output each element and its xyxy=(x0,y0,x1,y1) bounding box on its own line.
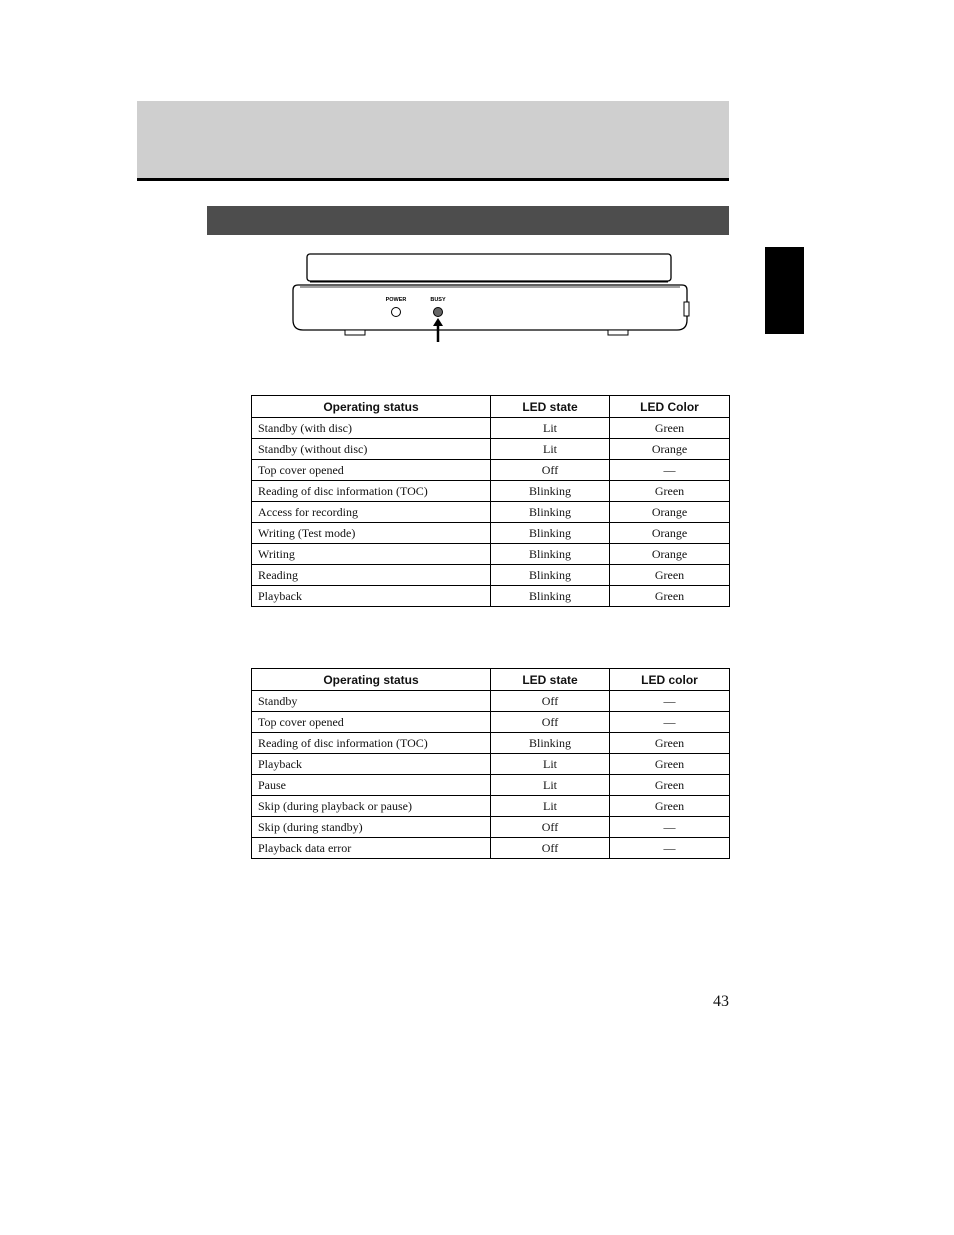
led-color-cell: Green xyxy=(610,733,730,754)
column-header: LED state xyxy=(491,396,610,418)
status-cell: Writing (Test mode) xyxy=(252,523,491,544)
status-cell: Top cover opened xyxy=(252,460,491,481)
table-row xyxy=(252,775,730,796)
led-state-cell: Off xyxy=(491,712,610,733)
led-state-cell: Off xyxy=(491,817,610,838)
table-row xyxy=(252,418,730,439)
led-color-cell: Green xyxy=(610,796,730,817)
drive-front-illustration xyxy=(290,252,690,344)
led-state-cell: Lit xyxy=(491,754,610,775)
led-color-cell: — xyxy=(610,691,730,712)
status-cell: Playback xyxy=(252,754,491,775)
led-color-cell: — xyxy=(610,817,730,838)
table-row xyxy=(252,481,730,502)
table-row xyxy=(252,544,730,565)
led-state-cell: Blinking xyxy=(491,733,610,754)
led-state-cell: Blinking xyxy=(491,565,610,586)
status-cell: Pause xyxy=(252,775,491,796)
table-row xyxy=(252,439,730,460)
table-row xyxy=(252,565,730,586)
section-title-bar xyxy=(207,206,729,235)
status-cell: Playback xyxy=(252,586,491,607)
led-color-cell: Orange xyxy=(610,439,730,460)
status-cell: Standby (without disc) xyxy=(252,439,491,460)
table-row xyxy=(252,691,730,712)
status-cell: Reading of disc information (TOC) xyxy=(252,481,491,502)
power-led-icon xyxy=(392,308,401,317)
chapter-header-band xyxy=(137,101,729,181)
page-number: 43 xyxy=(713,993,729,1010)
column-header: LED Color xyxy=(610,396,730,418)
column-header: Operating status xyxy=(252,669,491,691)
led-color-cell: — xyxy=(610,838,730,859)
led-status-table-1 xyxy=(251,395,730,607)
status-cell: Playback data error xyxy=(252,838,491,859)
led-state-cell: Lit xyxy=(491,418,610,439)
table-row xyxy=(252,460,730,481)
led-color-cell: Orange xyxy=(610,544,730,565)
led-color-cell: Green xyxy=(610,775,730,796)
table-header-row xyxy=(252,669,730,691)
table-row xyxy=(252,754,730,775)
busy-led-icon xyxy=(434,308,443,317)
status-cell: Skip (during playback or pause) xyxy=(252,796,491,817)
led-state-cell: Lit xyxy=(491,439,610,460)
led-color-cell: Green xyxy=(610,481,730,502)
status-cell: Reading of disc information (TOC) xyxy=(252,733,491,754)
table-row xyxy=(252,502,730,523)
status-cell: Skip (during standby) xyxy=(252,817,491,838)
led-state-cell: Off xyxy=(491,691,610,712)
table-row xyxy=(252,733,730,754)
table-row xyxy=(252,796,730,817)
led-color-cell: — xyxy=(610,712,730,733)
led-state-cell: Blinking xyxy=(491,544,610,565)
led-state-cell: Blinking xyxy=(491,502,610,523)
led-color-cell: — xyxy=(610,460,730,481)
led-color-cell: Orange xyxy=(610,523,730,544)
status-cell: Standby xyxy=(252,691,491,712)
led-color-cell: Green xyxy=(610,754,730,775)
busy-led-label: BUSY xyxy=(430,297,446,303)
led-color-cell: Green xyxy=(610,586,730,607)
led-state-cell: Blinking xyxy=(491,523,610,544)
table-row xyxy=(252,712,730,733)
led-state-cell: Lit xyxy=(491,775,610,796)
table-row xyxy=(252,523,730,544)
column-header: LED color xyxy=(610,669,730,691)
status-cell: Reading xyxy=(252,565,491,586)
led-state-cell: Lit xyxy=(491,796,610,817)
status-cell: Writing xyxy=(252,544,491,565)
led-color-cell: Green xyxy=(610,565,730,586)
table-row xyxy=(252,817,730,838)
led-color-cell: Orange xyxy=(610,502,730,523)
status-cell: Access for recording xyxy=(252,502,491,523)
led-state-cell: Blinking xyxy=(491,586,610,607)
table-row xyxy=(252,586,730,607)
led-state-cell: Blinking xyxy=(491,481,610,502)
led-status-table-2 xyxy=(251,668,730,859)
column-header: Operating status xyxy=(252,396,491,418)
led-state-cell: Off xyxy=(491,838,610,859)
status-cell: Standby (with disc) xyxy=(252,418,491,439)
chapter-side-tab xyxy=(765,247,804,334)
table-header-row xyxy=(252,396,730,418)
power-led-label: POWER xyxy=(385,297,407,303)
column-header: LED state xyxy=(491,669,610,691)
led-state-cell: Off xyxy=(491,460,610,481)
table-row xyxy=(252,838,730,859)
led-color-cell: Green xyxy=(610,418,730,439)
status-cell: Top cover opened xyxy=(252,712,491,733)
